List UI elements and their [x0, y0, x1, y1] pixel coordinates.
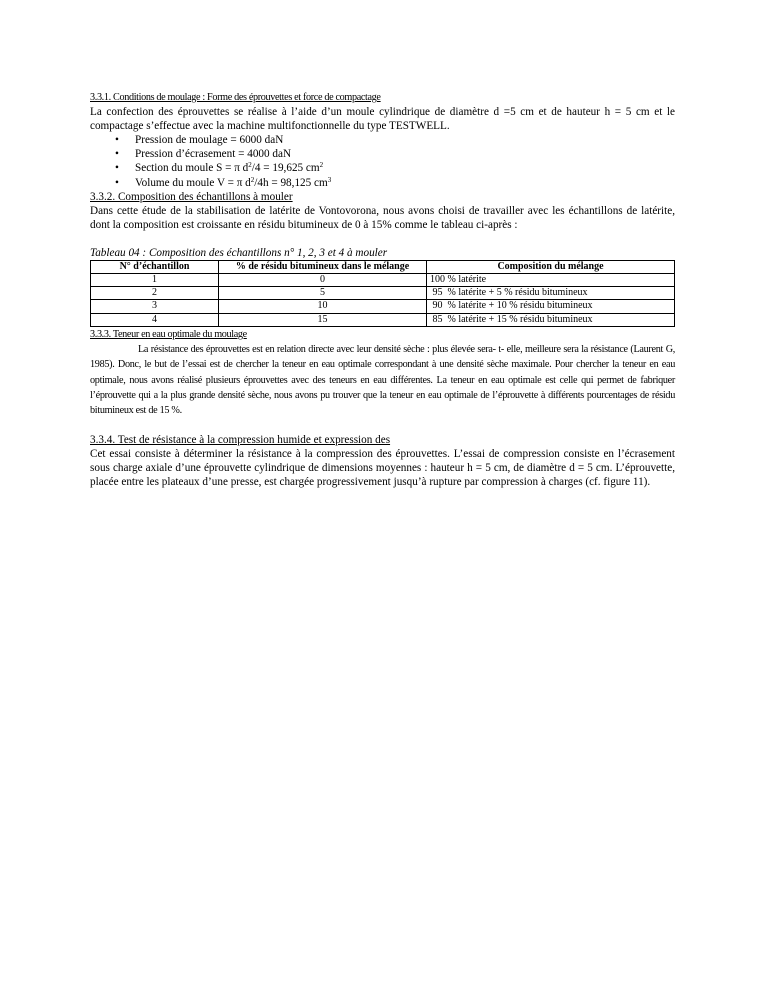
document-body	[90, 90, 675, 489]
table-row	[91, 300, 675, 313]
list-item-text: Volume du moule V = π d	[135, 176, 251, 189]
table-cell: 10	[219, 300, 427, 313]
section-paragraph	[90, 342, 675, 419]
list-item-text: /4h = 98,125 cm	[254, 176, 328, 189]
section-3-3-2	[90, 190, 675, 232]
table-cell: 4	[91, 313, 219, 326]
table-header-cell: % de résidu bitumineux dans le mélange	[219, 260, 427, 273]
parameter-list	[90, 133, 675, 190]
superscript: 2	[248, 161, 252, 170]
table-cell: 1	[91, 274, 219, 287]
section-3-3-4	[90, 433, 675, 489]
table-header-cell: N° d’échantillon	[91, 260, 219, 273]
spacer	[90, 419, 675, 433]
table-row	[91, 313, 675, 326]
list-item	[135, 176, 675, 190]
table-cell: 2	[91, 287, 219, 300]
table-header-cell: Composition du mélange	[427, 260, 675, 273]
section-heading: 3.3.3. Teneur en eau optimale du moulage	[90, 328, 247, 340]
section-paragraph: La confection des éprouvettes se réalise à l’aide d’un moule cylindrique de diamètre d =5 cm et de hauteur h = 5 cm et le compactage s’effectue avec la machine multifonctionnelle du type TESTWELL.	[90, 106, 675, 132]
superscript: 2	[319, 161, 324, 170]
composition-table	[90, 260, 675, 327]
table-cell: 90 % latérite + 10 % résidu bitumineux	[427, 300, 675, 313]
table-cell: 5	[219, 287, 427, 300]
list-item-text: Section du moule S = π d	[135, 162, 249, 175]
superscript: 2	[250, 175, 255, 184]
list-item	[135, 161, 675, 175]
table-cell: 95 % latérite + 5 % résidu bitumineux	[427, 287, 675, 300]
section-heading: 3.3.2. Composition des échantillons à mouler	[90, 190, 293, 203]
list-item	[135, 133, 675, 147]
section-heading: 3.3.4. Test de résistance à la compression humide et expression des	[90, 433, 391, 446]
list-item	[135, 147, 675, 161]
list-item-text: /4 = 19,625 cm	[251, 162, 320, 175]
superscript: 3	[327, 175, 332, 184]
table-header-row	[91, 260, 675, 273]
spacer	[90, 232, 675, 246]
table-caption: Tableau 04 : Composition des échantillons n° 1, 2, 3 et 4 à mouler	[90, 246, 388, 259]
section-3-3-3	[90, 327, 675, 419]
table-cell: 0	[219, 274, 427, 287]
list-item-text: Pression d’écrasement = 4000 daN	[135, 148, 292, 161]
table-cell: 85 % latérite + 15 % résidu bitumineux	[427, 313, 675, 326]
section-paragraph: Cet essai consiste à déterminer la résistance à la compression des éprouvettes. L’essai de compression consiste en l’écrasement sous charge axiale d’une éprouvette cylindrique de dimensions moyennes : hauteur h = 5 cm, de diamètre d = 5 cm. L’éprouvette, placée entre les plateaux d’une presse, est chargée progressivement jusqu’à rupture par compression à charges (cf. figure 11).	[90, 447, 675, 488]
paragraph-text: La résistance des éprouvettes est en relation directe avec leur densité sèche : plus élevée sera- t- elle, meilleure sera la résistance (Laurent G, 1985). Donc, le but de l’essai est de chercher la teneur en eau optimale correspondant à une densité sèche maximale. Pour chercher la teneur en eau optimale, nous avons réalisé plusieurs éprouvettes avec des teneurs en eau différentes. La teneur en eau optimale est celle qui permet de fabriquer l’éprouvette qui a la plus grande densité sèche, nous avons pu trouver que la teneur en eau optimale de l’éprouvette à différents pourcentages de résidu bitumineux est de 15 %.	[90, 343, 675, 417]
table-cell: 100 % latérite	[427, 274, 675, 287]
section-paragraph: Dans cette étude de la stabilisation de latérite de Vontovorona, nous avons choisi de travailler avec les échantillons de latérite, dont la composition est croissante en résidu bitumineux de 0 à 15% comme le tableau ci-après :	[90, 204, 675, 231]
table-row	[91, 287, 675, 300]
table-cell: 3	[91, 300, 219, 313]
list-item-text: Pression de moulage = 6000 daN	[135, 134, 284, 146]
section-3-3-1	[90, 90, 675, 190]
table-row	[91, 274, 675, 287]
table-cell: 15	[219, 313, 427, 326]
section-heading: 3.3.1. Conditions de moulage : Forme des éprouvettes et force de compactage	[90, 92, 381, 103]
